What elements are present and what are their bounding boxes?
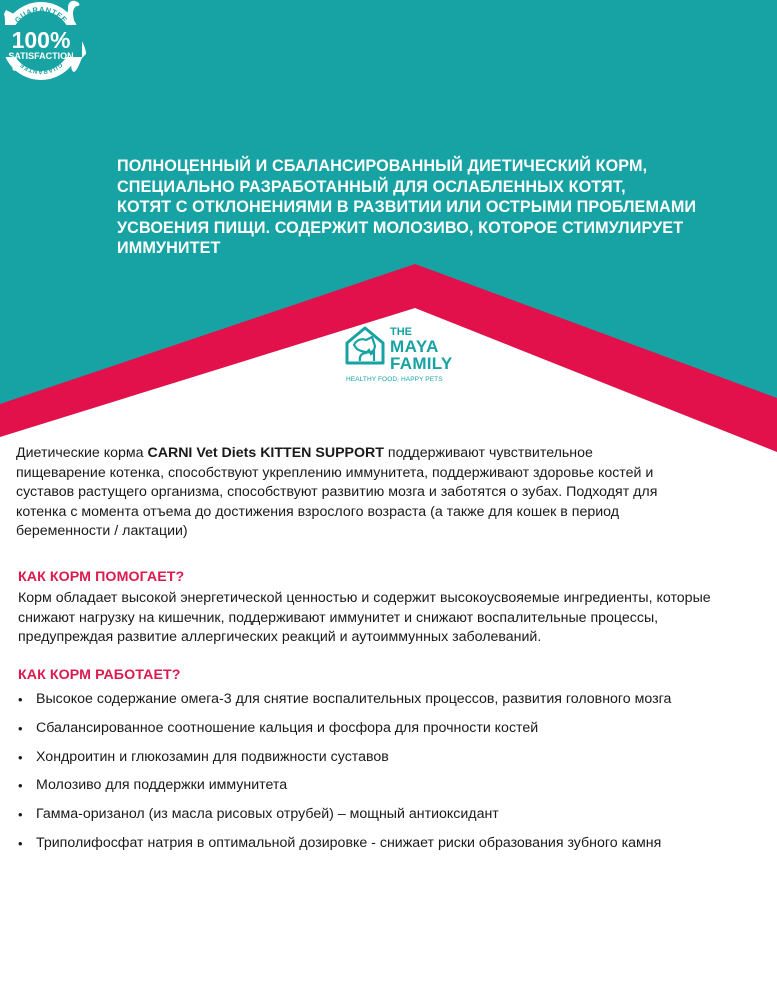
section-title-how-helps: КАК КОРМ ПОМОГАЕТ? [18, 569, 185, 585]
intro-paragraph [16, 444, 766, 542]
list-item [16, 690, 766, 719]
intro-prefix: Диетические корма [16, 445, 148, 461]
section-title-how-works: КАК КОРМ РАБОТАЕТ? [18, 667, 181, 683]
intro-line: пищеварение котенка, способствуют укреплению иммунитета, поддерживают здоровье костей и [16, 464, 654, 481]
badge-top-text: GUARANTEE [12, 4, 70, 25]
list-item-text: Высокое содержание омега-3 для снятие воспалительных процессов, развития головного мозга [36, 691, 672, 707]
intro-line: котенка с момента отъема до достижения взрослого возраста (а также для кошек в период [16, 503, 620, 520]
list-item-text: Гамма-оризанол (из масла рисовых отрубей) – мощный антиоксидант [36, 806, 499, 823]
logo-line-family: FAMILY [390, 354, 453, 373]
list-item [16, 748, 766, 777]
list-item [16, 834, 766, 863]
headline [117, 156, 757, 259]
intro-line: суставов растущего организма, способствуют развитию мозга и заботятся о зубах. Подходят для [16, 484, 658, 500]
how-helps-line: Корм обладает высокой энергетической ценностью и содержит высокоусвояемые ингредиенты, которые [18, 590, 711, 606]
logo-line-maya: MAYA [390, 337, 439, 356]
bullet-icon: • [18, 692, 23, 707]
house-dog-cat-icon [344, 325, 386, 365]
list-item [16, 776, 766, 805]
product-name: CARNI Vet Diets KITTEN SUPPORT [147, 445, 384, 461]
bullet-icon: • [18, 778, 23, 794]
hero-banner [0, 0, 777, 460]
list-item-text: Молозиво для поддержки иммунитета [36, 777, 288, 794]
headline-line: УСВОЕНИЯ ПИЩИ. СОДЕРЖИТ МОЛОЗИВО, КОТОРОЕ СТИМУЛИРУЕТ [117, 218, 684, 237]
headline-line: СПЕЦИАЛЬНО РАЗРАБОТАННЫЙ ДЛЯ ОСЛАБЛЕННЫХ КОТЯТ, [117, 177, 626, 196]
badge-bottom-text: GUARANTEE [19, 60, 63, 75]
how-helps-line: снижают нагрузку на кишечник, поддерживают иммунитет и снижают воспалительные процессы, [18, 609, 659, 626]
intro-suffix: поддерживают чувствительное [383, 445, 593, 461]
list-item-text: Хондроитин и глюкозамин для подвижности суставов [36, 748, 389, 765]
how-works-list [16, 690, 766, 863]
list-item-text: Сбалансированное соотношение кальция и фосфора для прочности костей [36, 719, 539, 736]
list-item [16, 805, 766, 834]
headline-line: ПОЛНОЦЕННЫЙ И СБАЛАНСИРОВАННЫЙ ДИЕТИЧЕСКИЙ КОРМ, [117, 157, 648, 175]
how-helps-line: предупреждая развитие аллергических реакций и аутоиммунных заболеваний. [18, 629, 542, 645]
guarantee-badge [0, 0, 82, 82]
bullet-icon: • [18, 807, 23, 823]
bullet-icon: • [18, 749, 23, 765]
headline-line: КОТЯТ С ОТКЛОНЕНИЯМИ В РАЗВИТИИ ИЛИ ОСТРЫМИ ПРОБЛЕМАМИ [117, 198, 697, 216]
bullet-icon: • [18, 720, 23, 736]
headline-line: ИММУНИТЕТ [117, 239, 221, 257]
list-item-text: Триполифосфат натрия в оптимальной дозировке - снижает риски образования зубного камня [36, 834, 662, 851]
how-helps-paragraph [18, 589, 768, 648]
maya-family-logo [344, 325, 474, 385]
badge-main-text: 100% [11, 27, 71, 53]
logo-tagline: HEALTHY FOOD, HAPPY PETS [346, 376, 443, 383]
badge-sub-text: SATISFACTION [8, 51, 74, 61]
bullet-icon: • [18, 835, 23, 851]
intro-line [16, 444, 766, 464]
list-item [16, 719, 766, 748]
intro-line: беременности / лактации) [16, 523, 188, 539]
logo-line-the: THE [390, 326, 412, 338]
